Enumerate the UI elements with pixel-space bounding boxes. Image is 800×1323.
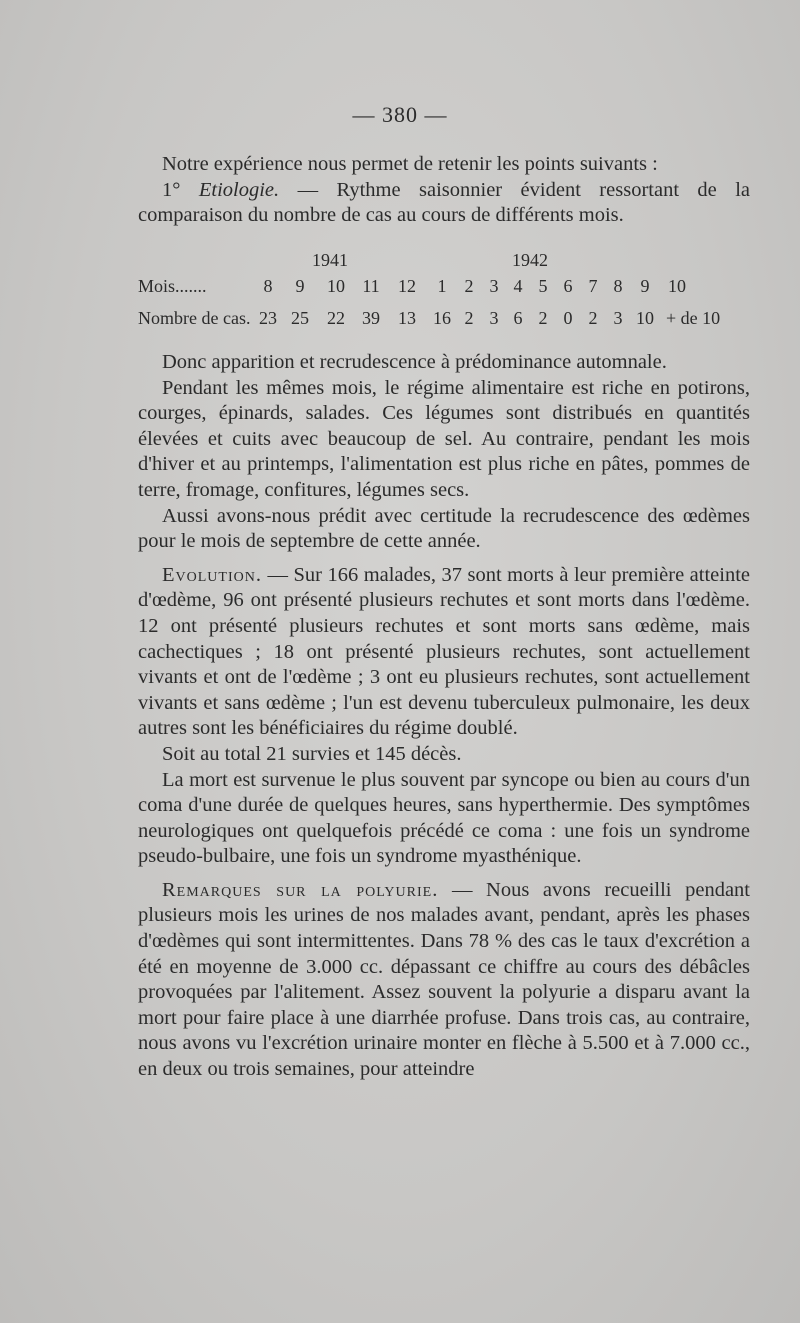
month-cell: 5 [538,276,548,296]
month-cell: 2 [464,276,474,296]
month-cell: 8 [263,276,273,296]
paragraph-evolution [138,563,750,742]
month-cell: 8 [613,276,623,296]
month-cell: 4 [513,276,523,296]
month-cell: 7 [588,276,598,296]
month-cell: 9 [295,276,305,296]
case-count-cell: 3 [613,308,623,328]
month-label: Mois....... [138,276,207,296]
case-count-label: Nombre de cas. [138,308,251,328]
case-count-cell: 23 [259,308,277,328]
year-1941: 1941 [312,250,348,270]
etiologie-text: — Rythme saisonnier évident ressortant de la comparaison du nombre de cas au cours de différents mois. [138,178,750,227]
paragraph-remarques [138,878,750,1083]
body-text [138,350,750,1083]
case-count-cell: 0 [563,308,573,328]
month-cell: 6 [563,276,573,296]
evolution-heading: Evolution. [162,563,262,586]
case-count-cell: 16 [433,308,451,328]
page-number: — 380 — [352,102,448,127]
etiologie-number: 1° [162,178,181,201]
month-cell: 10 [668,276,686,296]
case-count-cell: 3 [489,308,499,328]
case-count-cell: 2 [538,308,548,328]
paragraph-total: Soit au total 21 survies et 145 décès. [162,742,462,765]
month-cell: 9 [640,276,650,296]
evolution-text: — Sur 166 malades, 37 sont morts à leur première atteinte d'œdème, 96 ont présenté plusieurs rechutes et sont morts dans l'œdème. 12 ont présenté plusieurs rechutes et sont morts sans œdème, mais cachectiques ; 18 ont présenté plusieurs rechutes, sont actuellement vivants et ont de l'œdème ; 3 ont eu plusieurs rechutes, sont actuellement vivants et sans œdème ; l'un est devenu tuberculeux pulmonaire, les deux autres sont les bénéficiaires du régime doublé. [138,563,750,740]
intro-paragraph [138,152,750,229]
etiologie-title: Etiologie. [198,178,280,201]
paragraph-regime: Pendant les mêmes mois, le régime alimentaire est riche en potirons, courges, épinards, salades. Ces légumes sont distribués en quantités élevées et cuits avec beaucoup de sel. Au contraire, pendant les mois d'hiver et au printemps, l'alimentation est plus riche en pâtes, pommes de terre, fromage, confitures, légumes secs. [138,376,750,501]
paragraph-mort: La mort est survenue le plus souvent par syncope ou bien au cours d'un coma d'une durée de quelques heures, sans hyperthermie. Des symptômes neurologiques ont quelquefois précédé ce coma : une fois un syndrome pseudo-bulbaire, une fois un syndrome myasthénique. [138,768,750,868]
case-count-cell: 13 [398,308,416,328]
case-count-cell: 2 [588,308,598,328]
month-cell: 11 [362,276,380,296]
month-cell: 3 [489,276,499,296]
paragraph-prediction: Aussi avons-nous prédit avec certitude la recrudescence des œdèmes pour le mois de septembre de cette année. [138,504,750,553]
case-count-cell: 39 [362,308,380,328]
remarques-text: — Nous avons recueilli pendant plusieurs mois les urines de nos malades avant, pendant, après les phases d'œdèmes qui sont intermittentes. Dans 78 % des cas le taux d'excrétion a été en moyenne de 3.000 cc. dépassant ce chiffre au cours des débâcles provoquées par l'alitement. Assez souvent la polyurie a disparu avant la mort pour faire place à une diarrhée profuse. Dans trois cas, au contraire, nous avons vu l'excrétion urinaire monter en flèche à 5.500 et à 7.000 cc., en deux ou trois semaines, pour atteindre [138,878,750,1081]
case-count-cell: 10 [636,308,654,328]
month-cell: 1 [437,276,447,296]
remarques-heading: Remarques sur la polyurie. [162,878,439,901]
etiologie-paragraph [138,178,750,229]
intro-text: Notre expérience nous permet de retenir les points suivants : [162,153,658,175]
paragraph-automnale: Donc apparition et recrudescence à prédominance automnale. [162,351,667,373]
case-count-last: + de 10 [666,308,721,328]
case-count-cell: 2 [464,308,474,328]
month-cell: 10 [327,276,345,296]
case-count-cell: 25 [291,308,309,328]
case-count-cell: 22 [327,308,345,328]
year-1942: 1942 [512,250,548,270]
case-count-cell: 6 [513,308,523,328]
month-cell: 12 [398,276,416,296]
